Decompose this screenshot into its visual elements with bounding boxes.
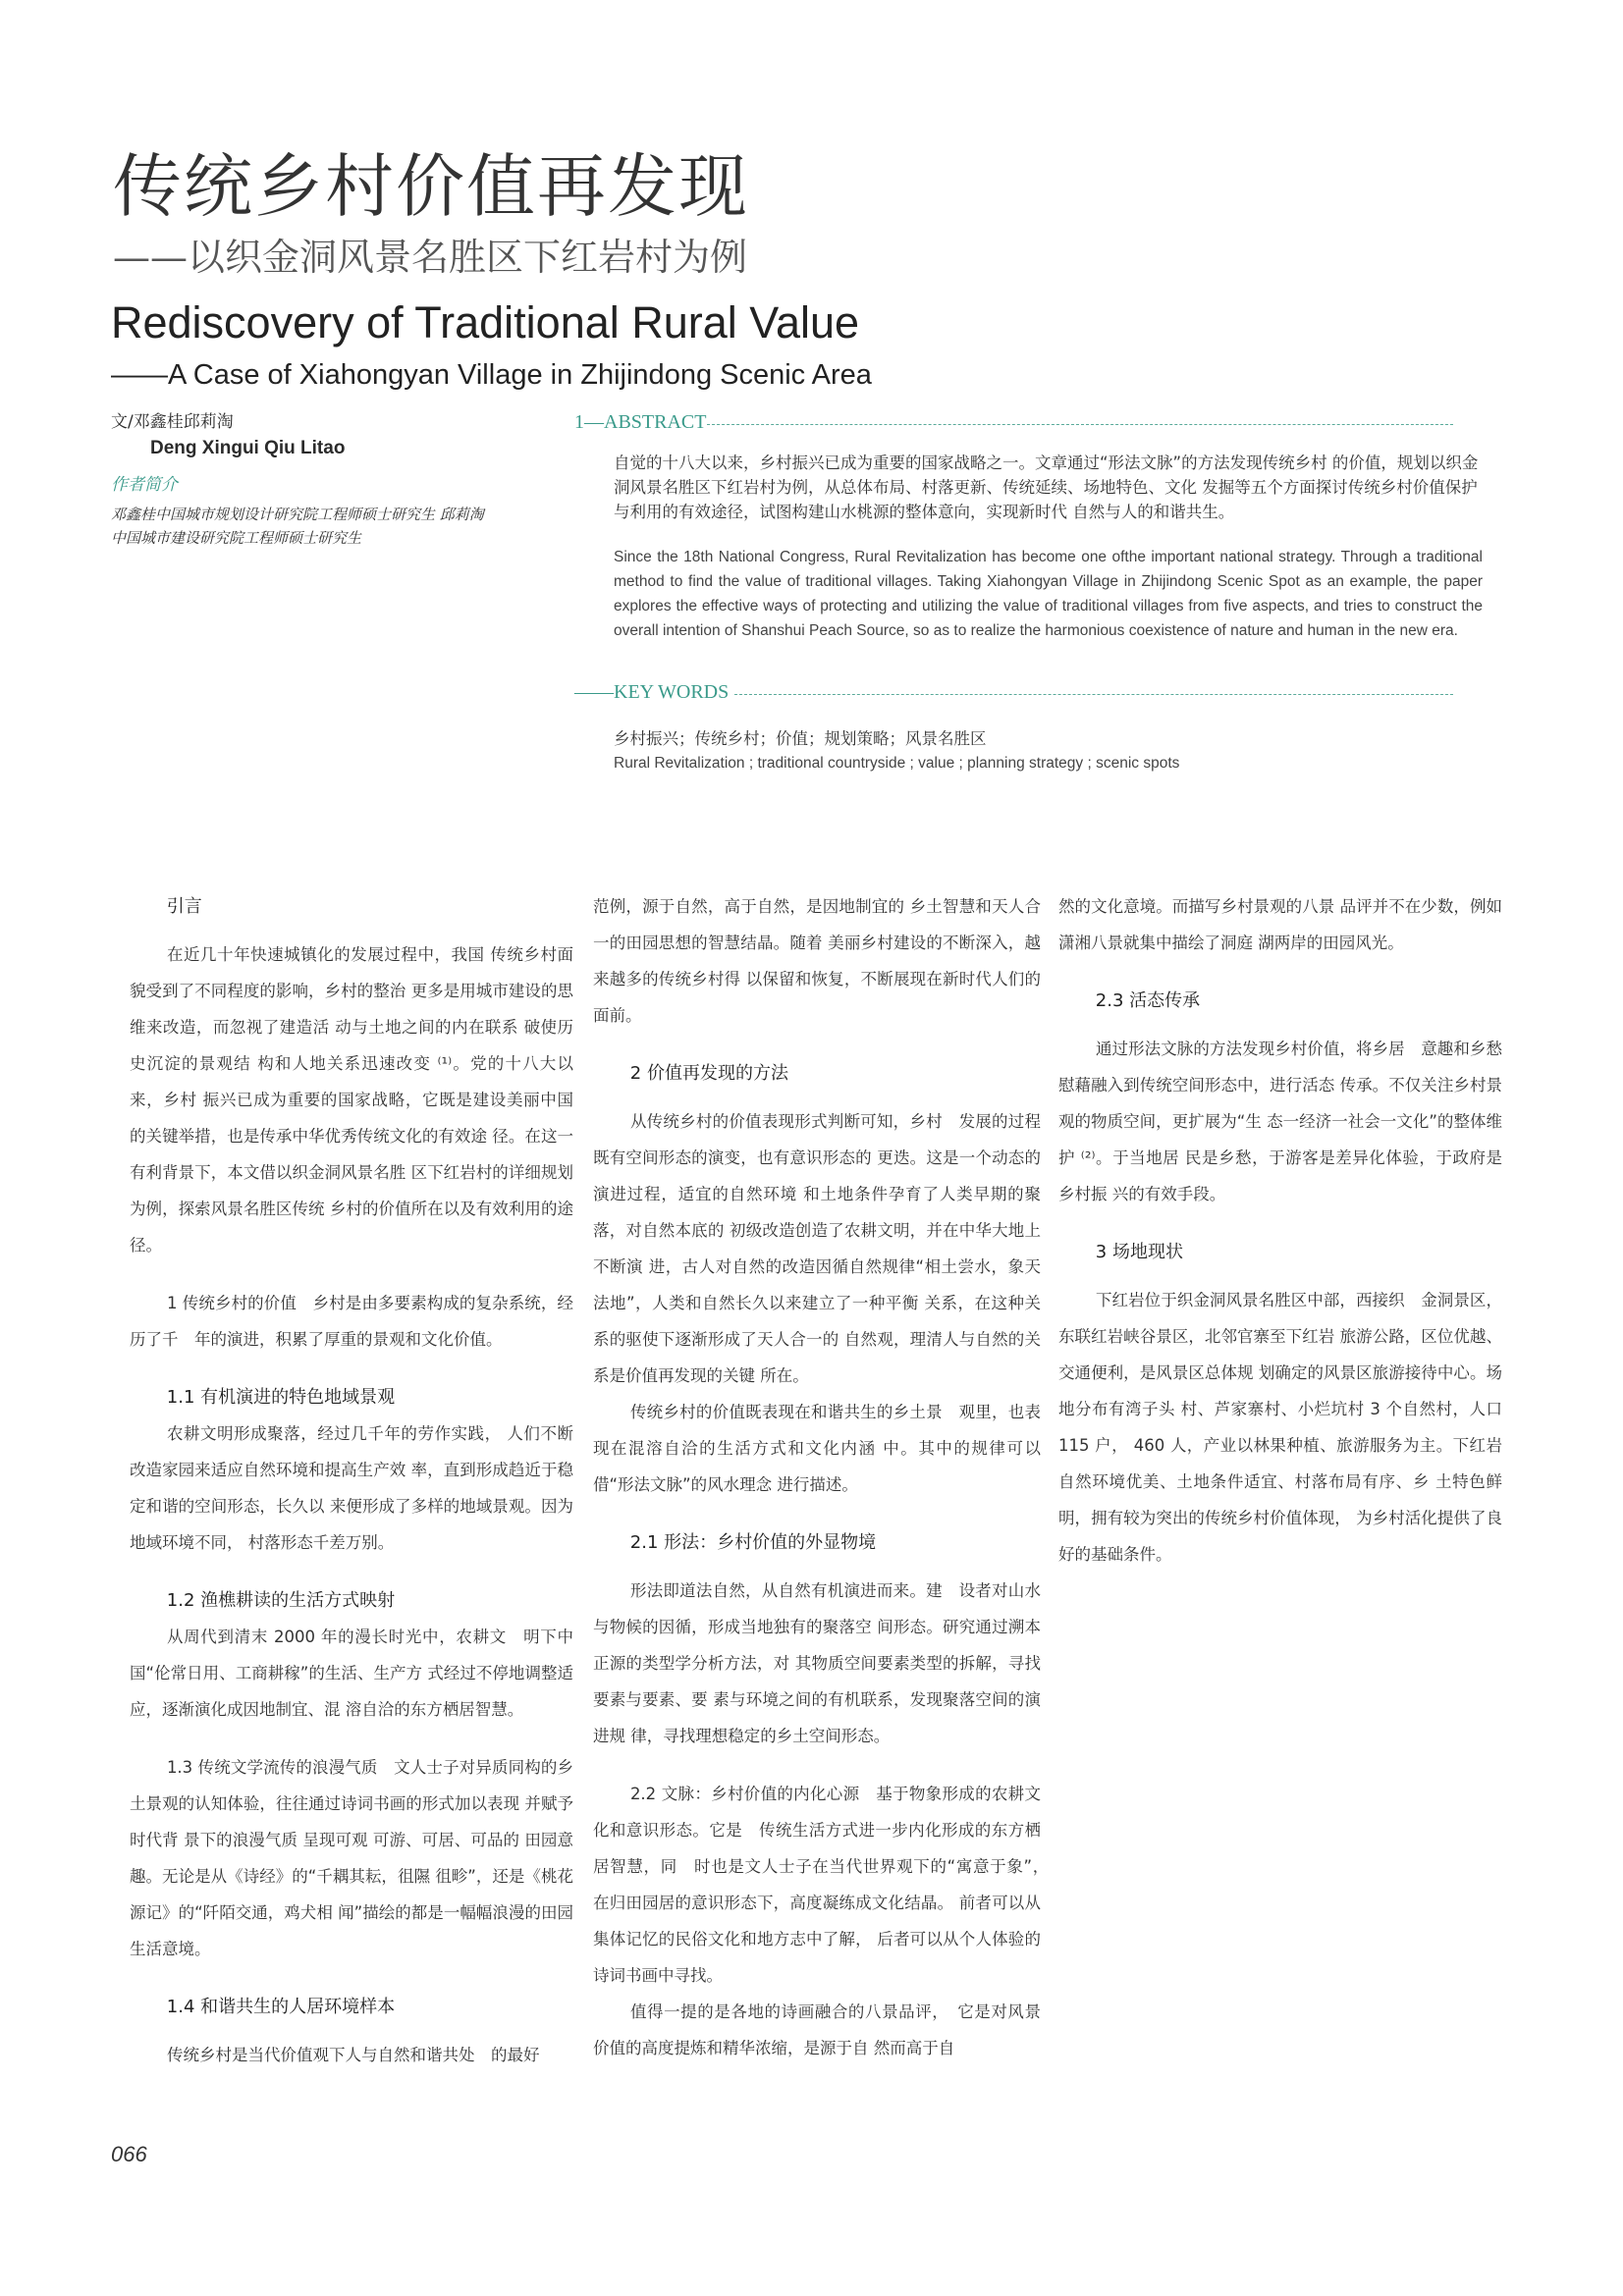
author-en: Deng Xingui Qiu Litao: [150, 438, 346, 458]
paragraph: 从传统乡村的价值表现形式判断可知，乡村 发展的过程既有空间形态的演变，也有意识形态的 更迭。这是一个动态的演进过程，适宜的自然环境 和土地条件孕育了人类早期的聚落，对自然本底的 初级改造创造了农耕文明，并在中华大地上不断演 进，古人对自然的改造因循自然规律“相土尝水，象天法地”，人类和自然长久以来建立了一种平衡 关系，在这种关系的驱使下逐渐形成了天人合一的 自然观，理清人与自然的关系是价值再发现的关键 所在。: [593, 1112, 1041, 1385]
heading-2-1: 2.1 形法：乡村价值的外显物境: [629, 1532, 877, 1553]
body-column-1: [130, 888, 573, 2073]
paragraph: 通过形法文脉的方法发现乡村价值，将乡居 意趣和乡愁慰藉融入到传统空间形态中，进行活态 传承。不仅关注乡村景观的物质空间，更扩展为“生 态一经济一社会一文化”的整体维护 ⁽²⁾。于当地居 民是乡愁，于游客是差异化体验，于政府是乡村振 兴的有效手段。: [1058, 1040, 1502, 1203]
author-intro-line-2: 中国城市建设研究院工程师硕士研究生: [111, 529, 362, 547]
paragraph: 形法即道法自然，从自然有机演进而来。建 设者对山水与物候的因循，形成当地独有的聚落空 间形态。研究通过溯本正源的类型学分析方法，对 其物质空间要素类型的拆解，寻找要素与要素、要 素与环境之间的有机联系，发现聚落空间的演进规 律，寻找理想稳定的乡土空间形态。: [593, 1581, 1041, 1745]
body-column-2: [593, 888, 1057, 2066]
paragraph: 农耕文明形成聚落，经过几千年的劳作实践， 人们不断改造家园来适应自然环境和提高生产效 率，直到形成趋近于稳定和谐的空间形态，长久以 来便形成了多样的地域景观。因为地域环境不同， 村落形态千差万别。: [130, 1424, 573, 1552]
paragraph: 范例，源于自然，高于自然，是因地制宜的 乡土智慧和天人合一的田园思想的智慧结晶。随着 美丽乡村建设的不断深入，越来越多的传统乡村得 以保留和恢复，不断展现在新时代人们的面前。: [593, 897, 1041, 1025]
heading-3: 3 场地现状: [1095, 1242, 1183, 1262]
heading-2: 2 价值再发现的方法: [629, 1063, 788, 1084]
page-number: 066: [111, 2142, 147, 2166]
keywords-divider: [734, 694, 1453, 695]
author-intro-heading: 作者简介: [111, 475, 178, 495]
paragraph: 传统乡村的价值既表现在和谐共生的乡土景 观里，也表现在混溶自洽的生活方式和文化内涵 中。其中的规律可以借“形法文脉”的风水理念 进行描述。: [593, 1403, 1041, 1494]
abstract-label: 1—ABSTRACT: [574, 411, 707, 433]
heading-1-2: 1.2 渔樵耕读的生活方式映射: [166, 1590, 396, 1611]
author-cn: 文/邓鑫桂邱莉淘: [111, 412, 234, 432]
heading-1-1: 1.1 有机演进的特色地域景观: [166, 1387, 396, 1408]
paragraph: 然的文化意境。而描写乡村景观的八景 品评并不在少数，例如潇湘八景就集中描绘了洞庭 湖两岸的田园风光。: [1058, 897, 1502, 952]
paragraph: 1 传统乡村的价值 乡村是由多要素构成的复杂系统，经历了千 年的演进，积累了厚重的景观和文化价值。: [130, 1294, 573, 1349]
title-cn: 传统乡村价值再发现: [113, 146, 749, 227]
heading-2-3: 2.3 活态传承: [1095, 990, 1201, 1011]
keywords-en: Rural Revitalization ; traditional countryside ; value ; planning strategy ; scenic spots: [614, 755, 1180, 772]
abstract-en: Since the 18th National Congress, Rural Revitalization has become one ofthe important national strategy. Through a traditional method to find the value of traditional villages. Taking Xiahongyan Village in Zhijindong Scenic Spot as an example, the paper explores the effective ways of protecting and utilizing the value of traditional villages from five aspects, and tries to construct the overall intention of Shanshui Peach Source, so as to realize the harmonious coexistence of nature and human in the new era.: [614, 549, 1483, 639]
paragraph: 下红岩位于织金洞风景名胜区中部，西接织 金洞景区，东联红岩峡谷景区，北邻官寨至下红岩 旅游公路，区位优越、交通便利，是风景区总体规 划确定的风景区旅游接待中心。场地分布有湾子头 村、芦家寨村、小烂坑村 3 个自然村，人口 115 户， 460 人，产业以林果种植、旅游服务为主。下红岩 自然环境优美、土地条件适宜、村落布局有序、乡 土特色鲜明，拥有较为突出的传统乡村价值体现， 为乡村活化提供了良好的基础条件。: [1058, 1291, 1502, 1564]
paragraph: 在近几十年快速城镇化的发展过程中，我国 传统乡村面貌受到了不同程度的影响，乡村的整治 更多是用城市建设的思维来改造，而忽视了建造活 动与土地之间的内在联系 破使历史沉淀的景观结 构和人地关系迅速改变 ⁽¹⁾。党的十八大以来，乡村 振兴已成为重要的国家战略，它既是建设美丽中国 的关键举措，也是传承中华优秀传统文化的有效途 径。在这一有利背景下，本文借以织金洞风景名胜 区下红岩村的详细规划为例，探索风景名胜区传统 乡村的价值所在以及有效利用的途径。: [130, 945, 573, 1255]
paragraph: 传统乡村是当代价值观下人与自然和谐共处 的最好: [166, 2046, 540, 2064]
keywords-cn: 乡村振兴；传统乡村；价值；规划策略；风景名胜区: [614, 729, 987, 748]
paragraph: 值得一提的是各地的诗画融合的八景品评， 它是对风景价值的高度提炼和精华浓缩，是源于自 然而高于自: [593, 2002, 1041, 2057]
keywords-label: ——KEY WORDS: [574, 681, 730, 703]
author-intro: [111, 503, 553, 550]
title-en: Rediscovery of Traditional Rural Value: [111, 297, 860, 347]
paragraph: 2.2 文脉：乡村价值的内化心源 基于物象形成的农耕文化和意识形态。它是 传统生活方式进一步内化形成的东方栖居智慧，同 时也是文人士子在当代世界观下的“寓意于象”， 在归田园居的意识形态下，高度凝练成文化结晶。 前者可以从集体记忆的民俗文化和地方志中了解， 后者可以从个人体验的诗词书画中寻找。: [593, 1785, 1057, 1985]
heading-1-4: 1.4 和谐共生的人居环境样本: [166, 1997, 396, 2017]
body-column-3: [1058, 888, 1502, 1573]
subtitle-en: ——A Case of Xiahongyan Village in Zhijindong Scenic Area: [111, 359, 872, 391]
subtitle-cn: ——以织金洞风景名胜区下红岩村为例: [113, 236, 748, 279]
abstract-cn: 自觉的十八大以来，乡村振兴已成为重要的国家战略之一。文章通过“形法文脉”的方法发现传统乡村 的价值，规划以织金洞风景名胜区下红岩村为例，从总体布局、村落更新、传统延续、场地特色、文化 发掘等五个方面探讨传统乡村价值保护与利用的有效途径，试图构建山水桃源的整体意向，实现新时代 自然与人的和谐共生。: [614, 454, 1479, 521]
heading-intro: 引言: [166, 896, 202, 917]
paragraph: 1.3 传统文学流传的浪漫气质 文人士子对异质同构的乡土景观的认知体验，往往通过诗词书画的形式加以表现 并赋予时代背 景下的浪漫气质 呈现可观 可游、可居、可品的 田园意趣。无论是从《诗经》的“千耦其耘，徂隰 徂畛”，还是《桃花源记》的“阡陌交通，鸡犬相 闻”描绘的都是一幅幅浪漫的田园生活意境。: [130, 1758, 573, 1958]
paragraph: 从周代到清末 2000 年的漫长时光中，农耕文 明下中国“伦常日用、工商耕稼”的生活、生产方 式经过不停地调整适应，逐渐演化成因地制宜、混 溶自洽的东方栖居智慧。: [130, 1628, 573, 1719]
abstract-divider: [707, 424, 1453, 425]
author-intro-line-1: 邓鑫桂中国城市规划设计研究院工程师硕士研究生 邱莉淘: [111, 506, 484, 523]
